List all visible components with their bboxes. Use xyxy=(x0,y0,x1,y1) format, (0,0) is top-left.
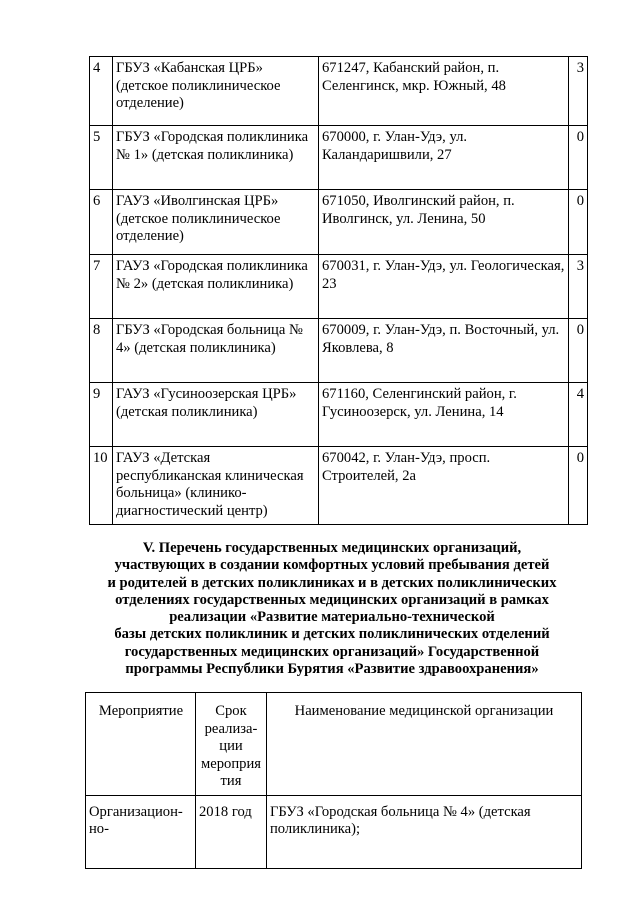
organization-address: 670042, г. Улан-Удэ, просп. Строителей, 2а xyxy=(319,447,569,525)
organization-count: 4 xyxy=(569,383,588,447)
table-row xyxy=(90,319,588,383)
organization-address: 670000, г. Улан-Удэ, ул. Каландаришвили, 27 xyxy=(319,126,569,190)
heading-line: и родителей в детских поликлиниках и в детских поликлинических xyxy=(107,574,557,591)
table-row xyxy=(90,57,588,126)
header-row xyxy=(86,693,582,796)
row-number: 6 xyxy=(90,190,113,255)
row-number: 4 xyxy=(90,57,113,126)
heading-line: государственных медицинских организаций» Государственной xyxy=(124,643,540,660)
heading-line: реализации «Развитие материально-технической xyxy=(169,609,495,626)
organization-count: 0 xyxy=(569,126,588,190)
organization-address: 671160, Селенгинский район, г. Гусиноозерск, ул. Ленина, 14 xyxy=(319,383,569,447)
organization-name: ГБУЗ «Городская больница № 4» (детская поликлиника) xyxy=(113,319,319,383)
organization-name: ГАУЗ «Гусиноозерская ЦРБ» (детская поликлиника) xyxy=(113,383,319,447)
heading-line: базы детских поликлиник и детских поликлинических отделений xyxy=(114,626,550,643)
event-cell: Организацион-но- xyxy=(86,795,196,868)
table-row xyxy=(86,795,582,868)
row-number: 8 xyxy=(90,319,113,383)
column-header-term: Срок реализа-ции мероприя тия xyxy=(196,693,267,796)
heading-line: отделениях государственных медицинских организаций в рамках xyxy=(115,591,549,608)
column-header-event: Мероприятие xyxy=(86,693,196,796)
organization-cell: ГБУЗ «Городская больница № 4» (детская поликлиника); xyxy=(267,795,582,868)
organization-name: ГАУЗ «Городская поликлиника № 2» (детская поликлиника) xyxy=(113,255,319,319)
table-row xyxy=(90,447,588,525)
row-number: 10 xyxy=(90,447,113,525)
heading-line: участвующих в создании комфортных условий пребывания детей xyxy=(114,557,550,574)
organization-count: 0 xyxy=(569,447,588,525)
column-header-organization: Наименование медицинской организации xyxy=(267,693,582,796)
section-heading xyxy=(80,540,584,678)
row-number: 7 xyxy=(90,255,113,319)
heading-line: V. Перечень государственных медицинских организаций, xyxy=(142,540,522,556)
table-row xyxy=(90,255,588,319)
organization-name: ГБУЗ «Городская поликлиника № 1» (детская поликлиника) xyxy=(113,126,319,190)
organizations-table xyxy=(89,56,588,525)
organization-name: ГБУЗ «Кабанская ЦРБ» (детское поликлиническое отделение) xyxy=(113,57,319,126)
organization-address: 670031, г. Улан-Удэ, ул. Геологическая, 23 xyxy=(319,255,569,319)
table-row xyxy=(90,190,588,255)
heading-line: программы Республики Бурятия «Развитие здравоохранения» xyxy=(125,661,539,678)
row-number: 9 xyxy=(90,383,113,447)
table-row xyxy=(90,126,588,190)
table-row xyxy=(90,383,588,447)
term-cell: 2018 год xyxy=(196,795,267,868)
organization-count: 0 xyxy=(569,319,588,383)
organization-address: 671247, Кабанский район, п. Селенгинск, мкр. Южный, 48 xyxy=(319,57,569,126)
organization-address: 671050, Иволгинский район, п. Иволгинск, ул. Ленина, 50 xyxy=(319,190,569,255)
organization-count: 0 xyxy=(569,190,588,255)
organization-name: ГАУЗ «Иволгинская ЦРБ» (детское поликлиническое отделение) xyxy=(113,190,319,255)
row-number: 5 xyxy=(90,126,113,190)
organization-count: 3 xyxy=(569,255,588,319)
organization-count: 3 xyxy=(569,57,588,126)
organization-address: 670009, г. Улан-Удэ, п. Восточный, ул. Яковлева, 8 xyxy=(319,319,569,383)
events-table xyxy=(85,692,582,869)
organization-name: ГАУЗ «Детская республиканская клиническая больница» (клинико-диагностический центр) xyxy=(113,447,319,525)
